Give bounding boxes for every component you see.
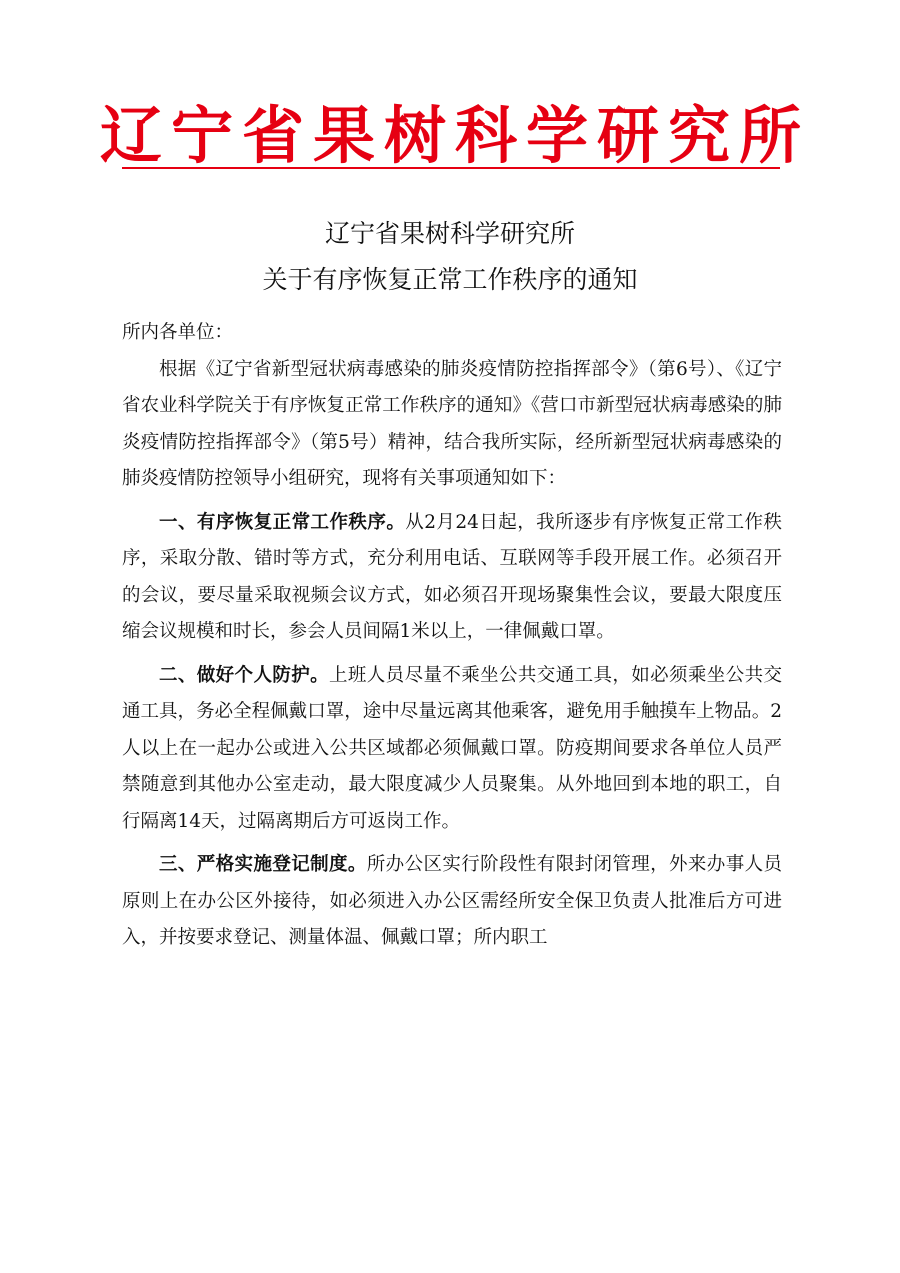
section-heading-1: 一、有序恢复正常工作秩序。 — [159, 511, 406, 533]
intro-paragraph: 根据《辽宁省新型冠状病毒感染的肺炎疫情防控指挥部令》（第6号）、《辽宁省农业科学院关于有序恢复正常工作秩序的通知》《营口市新型冠状病毒感染的肺炎疫情防控指挥部令》（第5号）精神，结合我所实际，经所新型冠状病毒感染的肺炎疫情防控领导小组研究，现将有关事项通知如下： — [122, 358, 782, 489]
letterhead-red-rule — [122, 167, 780, 169]
section-paragraph-3 — [122, 847, 782, 957]
section-paragraph-1 — [122, 505, 782, 651]
notice-title-line2: 关于有序恢复正常工作秩序的通知 — [262, 265, 638, 294]
section-body-2: 上班人员尽量不乘坐公共交通工具，如必须乘坐公共交通工具，务必全程佩戴口罩，途中尽量远离其他乘客，避免用手触摸车上物品。2人以上在一起办公或进入公共区域都必须佩戴口罩。防疫期间要求各单位人员严禁随意到其他办公室走动，最大限度减少人员聚集。从外地回到本地的职工，自行隔离14天，过隔离期后方可返岗工作。 — [122, 664, 782, 832]
letterhead-org-name: 辽宁省果树科学研究所 — [100, 99, 811, 172]
salutation: 所内各单位： — [122, 322, 234, 343]
section-paragraph-2 — [122, 658, 782, 841]
notice-body — [122, 315, 782, 957]
section-body-1: 从2月24日起，我所逐步有序恢复正常工作秩序，采取分散、错时等方式，充分利用电话、互联网等手段开展工作。必须召开的会议，要尽量采取视频会议方式，如必须召开现场聚集性会议，要最大限度压缩会议规模和时长，参会人员间隔1米以上，一律佩戴口罩。 — [122, 511, 782, 642]
section-body-3: 所办公区实行阶段性有限封闭管理，外来办事人员原则上在办公区外接待，如必须进入办公区需经所安全保卫负责人批准后方可进入，并按要求登记、测量体温、佩戴口罩；所内职工 — [122, 854, 782, 948]
section-heading-3: 三、严格实施登记制度。 — [159, 854, 367, 875]
notice-title-line1: 辽宁省果树科学研究所 — [324, 219, 575, 248]
section-heading-2: 二、做好个人防护。 — [159, 664, 330, 686]
